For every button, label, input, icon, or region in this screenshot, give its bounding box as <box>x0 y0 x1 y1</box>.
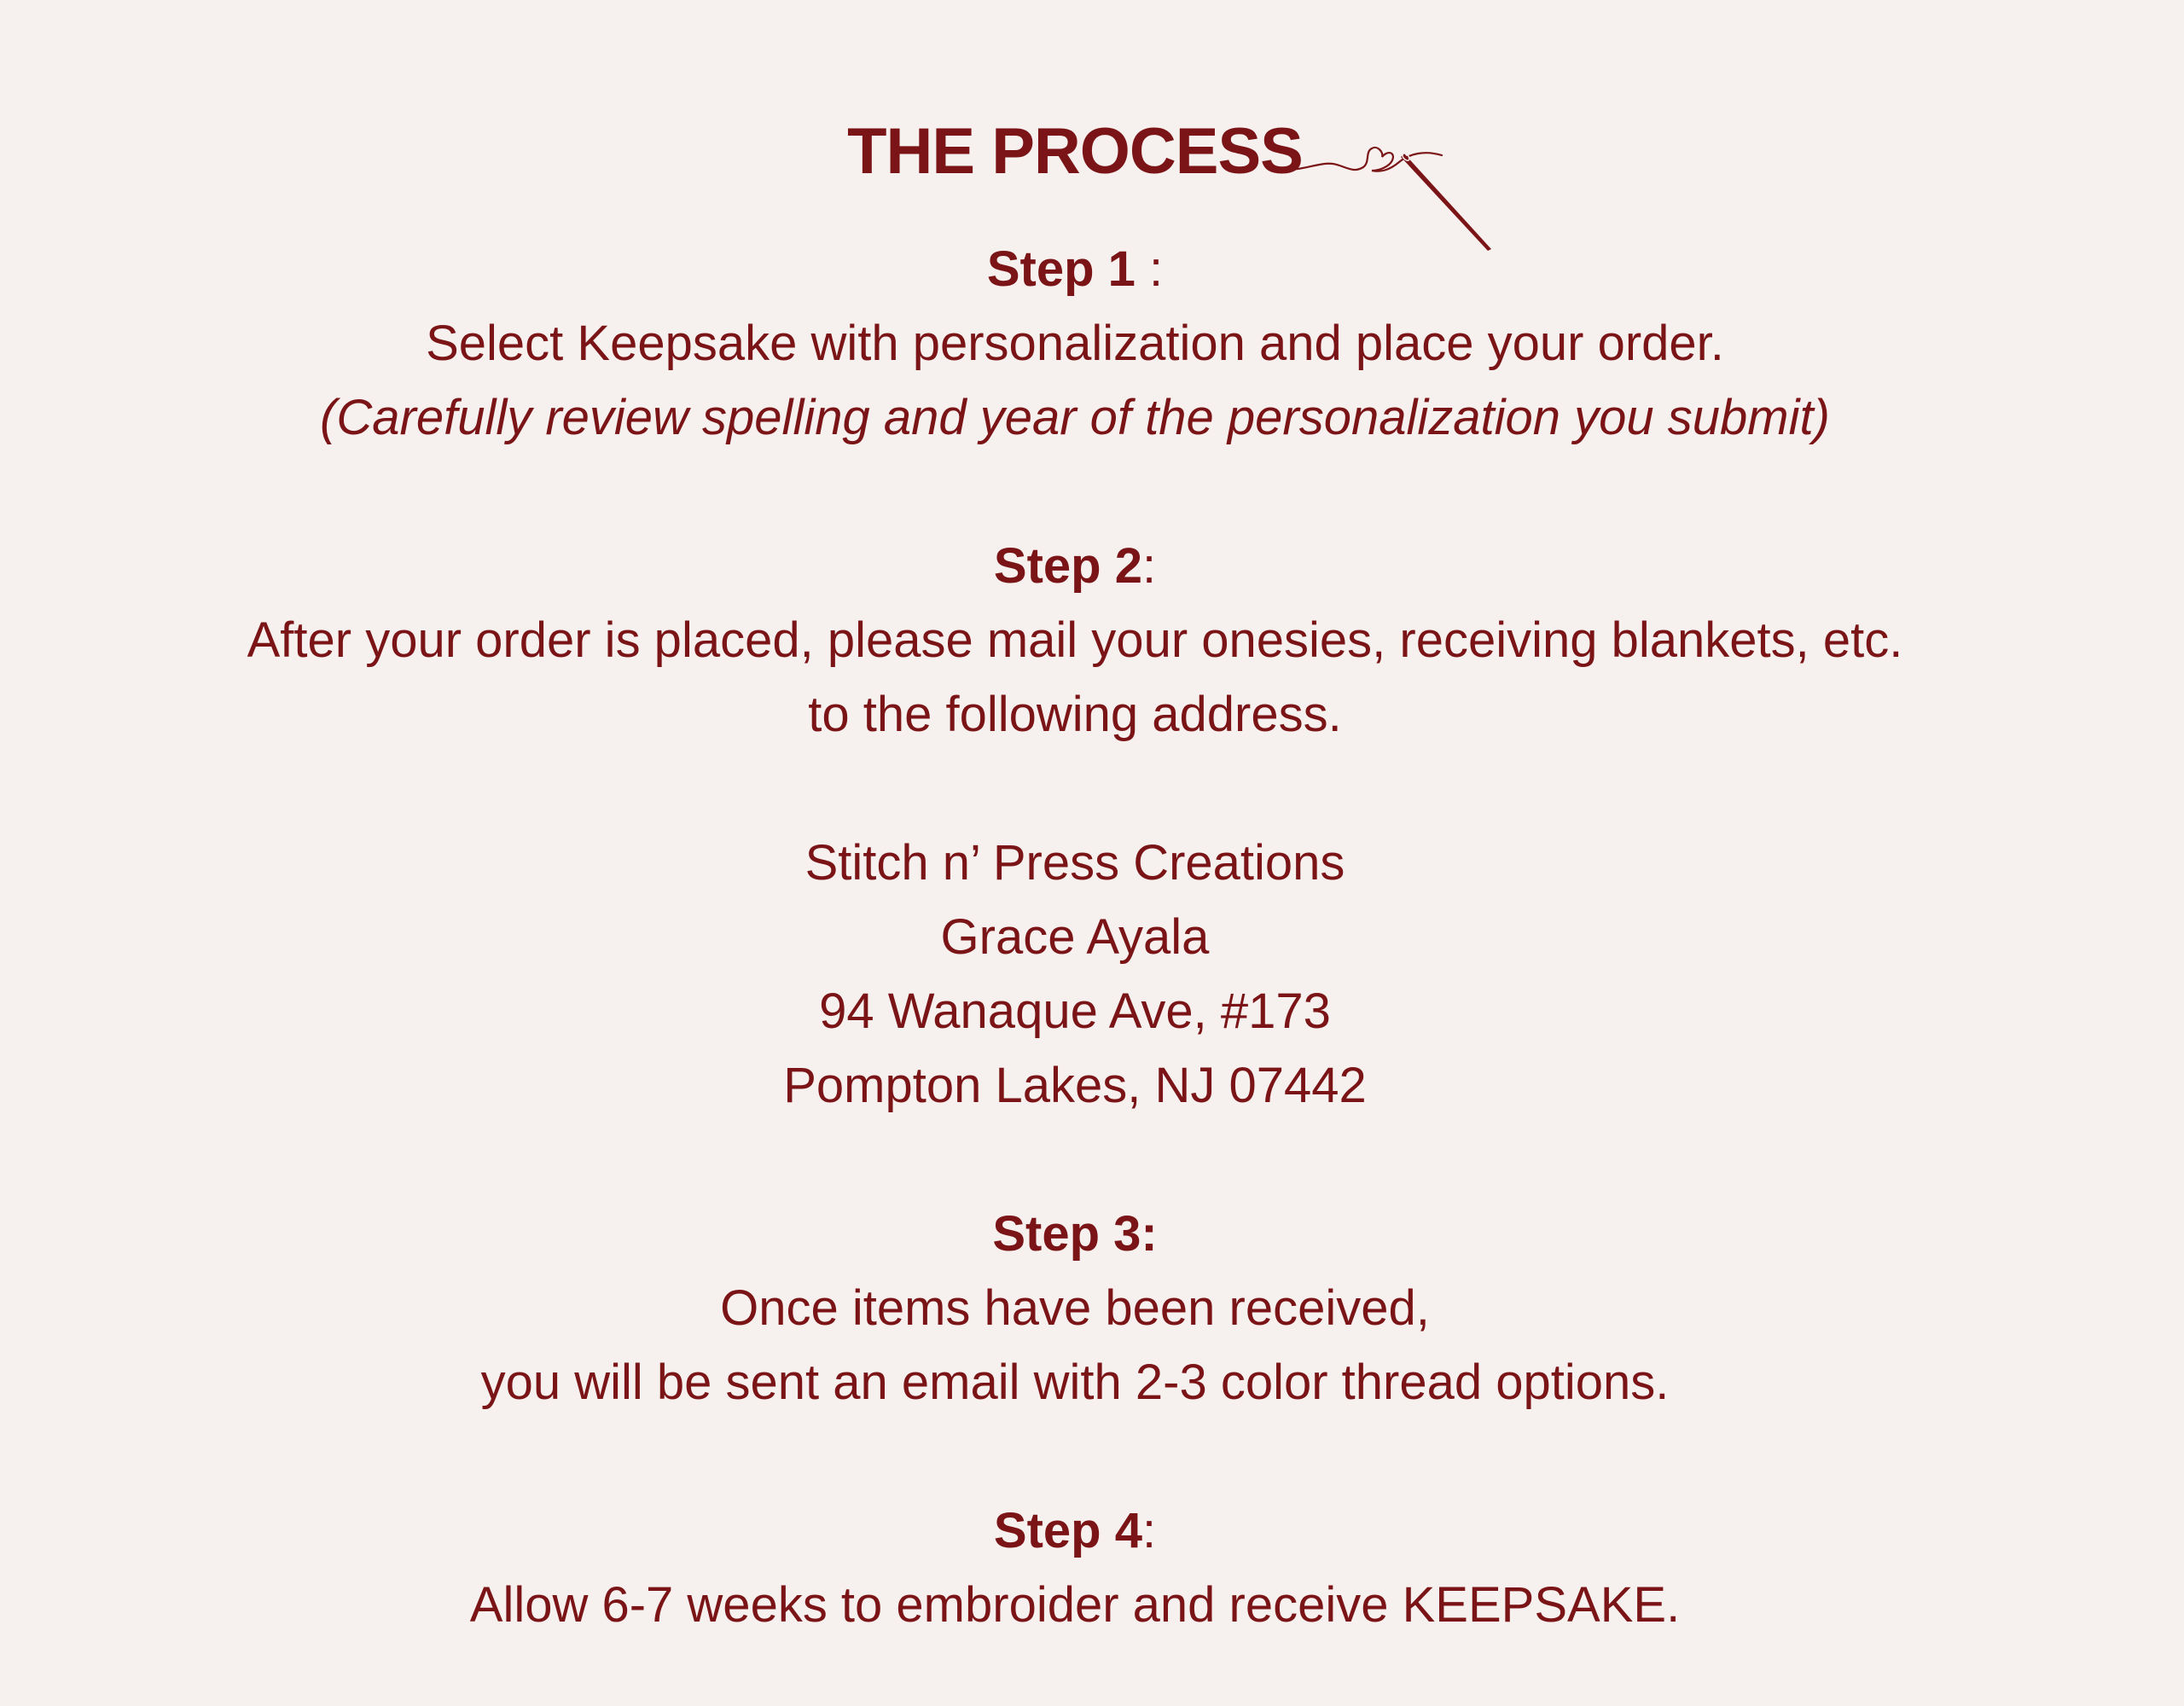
step-1-note: (Carefully review spelling and year of the personalization you submit) <box>320 390 1830 445</box>
step-4-label: Step 4 <box>993 1503 1142 1558</box>
step-1-heading <box>0 232 2150 306</box>
spacer <box>0 751 2150 826</box>
step-2-line-1: After your order is placed, please mail your onesies, receiving blankets, etc. <box>247 612 1903 668</box>
step-2-heading <box>0 529 2150 603</box>
step-3-heading <box>0 1197 2150 1271</box>
process-content <box>0 232 2150 1642</box>
address-name: Grace Ayala <box>940 909 1210 965</box>
step-1-line-1: Select Keepsake with personalization and place your order. <box>426 316 1724 371</box>
step-2-line-2: to the following address. <box>808 687 1342 742</box>
spacer <box>0 1419 2150 1494</box>
step-4-suffix: : <box>1141 1503 1157 1558</box>
address-city-state-zip: Pompton Lakes, NJ 07442 <box>783 1058 1367 1113</box>
spacer <box>0 1123 2150 1197</box>
page-title: THE PROCESS <box>847 115 1303 188</box>
address-street: 94 Wanaque Ave, #173 <box>819 984 1331 1039</box>
step-1-suffix: : <box>1135 241 1164 297</box>
step-4-line-1: Allow 6-7 weeks to embroider and receive KEEPSAKE. <box>469 1577 1681 1633</box>
step-2-suffix: : <box>1141 538 1157 594</box>
step-2-label: Step 2 <box>993 538 1142 594</box>
step-4-heading <box>0 1494 2150 1568</box>
step-3-line-2: you will be sent an email with 2-3 color thread options. <box>480 1355 1670 1410</box>
step-3-label: Step 3: <box>992 1206 1158 1262</box>
step-1-label: Step 1 <box>986 241 1136 297</box>
spacer <box>0 455 2150 529</box>
step-3-line-1: Once items have been received, <box>720 1280 1430 1336</box>
title-block <box>0 115 2150 188</box>
address-company: Stitch n’ Press Creations <box>804 835 1345 891</box>
